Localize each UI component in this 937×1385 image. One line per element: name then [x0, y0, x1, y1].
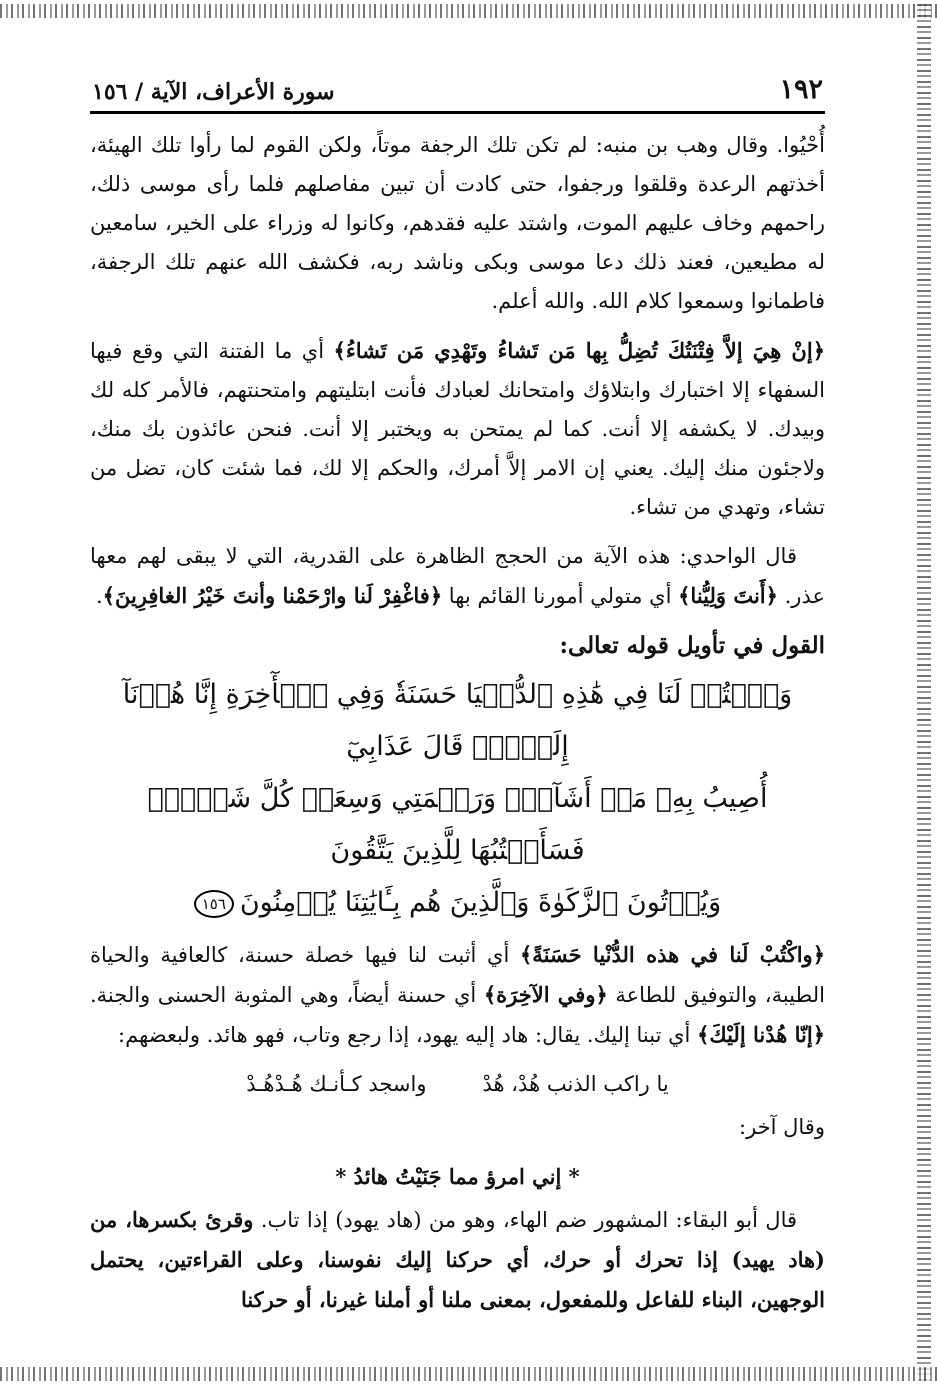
paragraph-text: أي ما الفتنة التي وقع فيها السفهاء إلا اختبارك وابتلاؤك وامتحانك لعبادك فأنت ابتليتهم وامتحنتهم، فالأمر كله لك وبيدك. لا يكشفه إلا أنت. كما لم يمتحن به ويختبر إلا أنت. فنحن عائذون بك منك، ولاجئون منك إليك. يعني إن الامر إلاَّ أمرك، والحكم إلا لك، فما شئت كان، تضل من تشاء، وتهدي من تشاء.	[90, 339, 825, 519]
paragraph-text: أي تبنا إليك. يقال: هاد إليه يهود، إذا رجع وتاب، فهو هائد. ولبعضهم:	[118, 1023, 698, 1047]
paragraph-wahidi	[90, 537, 825, 616]
paragraph-text-bold: وقرئ بكسرها، من (هاد يهيد) إذا تحرك أو حرك، أي حركنا إليك نفوسنا، وعلى القراءتين، يحتمل الوجهين، البناء للفاعل وللمفعول، بمعنى ملنا أو أملنا غيرنا، أو حركنا	[90, 1207, 825, 1312]
quran-quote: ﴿واكْتُبْ لَنا في هذه الدُّنْيا حَسَنَةً﴾	[520, 942, 825, 967]
verse-line-text: وَيُؤۡتُونَ ٱلزَّكَوٰةَ وَٱلَّذِينَ هُم بِـَٔايَٰتِنَا يُؤۡمِنُونَ	[239, 887, 722, 918]
verse-line: وَٱكۡتُبۡ لَنَا فِي هَٰذِهِ ٱلدُّنۡيَا حَسَنَةٗ وَفِي ٱلۡأٓخِرَةِ إِنَّا هُدۡنَآ إِلَيۡكَۚ قَالَ عَذَابِيٓ	[122, 679, 793, 762]
page-number: ١٩٢	[779, 74, 823, 105]
paragraph-text: أُحْيُوا. وقال وهب بن منبه: لم تكن تلك الرجفة موتاً، ولكن القوم لما رأوا تلك الهيئة، أخذتهم الرعدة وقلقوا ورجفوا، حتى كادت أن تبين مفاصلهم فلما رأى موسى ذلك، راحمهم وخاف عليهم الموت، واشتد عليه فقدهم، وكانوا له وزراء على الخير، سامعين له مطيعين، فعند ذلك دعا موسى وبكى وناشد ربه، فكشف الله عنهم تلك الرجفة، فاطمانوا وسمعوا كلام الله. والله أعلم.	[90, 133, 825, 313]
paragraph-text: أي أثبت لنا فيها خصلة حسنة، كالعافية والحياة الطيبة، والتوفيق للطاعة	[90, 943, 825, 1007]
poem-hemistich: واسجد كـأنـك هُـدْهُـدْ	[246, 1072, 427, 1096]
section-heading: القول في تأويل قوله تعالى:	[559, 632, 825, 659]
book-page	[90, 60, 825, 1350]
verse-line: أُصِيبُ بِهِۦ مَنۡ أَشَآءُۖ وَرَحۡمَتِي وَسِعَتۡ كُلَّ شَيۡءٖۚ فَسَأَكۡتُبُهَا لِلَّذِينَ يَتَّقُونَ	[147, 783, 768, 866]
page-body	[90, 126, 825, 1320]
decorative-border-right	[917, 4, 931, 1381]
quran-quote: ﴿وفي الآخِرَة﴾	[483, 982, 608, 1007]
quran-verse	[90, 669, 825, 929]
verse-line	[90, 877, 825, 929]
paragraph-text: قال الواحدي: هذه الآية من الحجج الظاهرة على القدرية، التي لا يبقى لهم معها عذر.	[90, 544, 825, 608]
poem-verse	[90, 1065, 825, 1104]
poem-line: * إني امرؤ مما جَنَيْتُ هائدُ *	[335, 1164, 580, 1189]
paragraph-text: وقال آخر:	[739, 1115, 825, 1139]
paragraph-text: أي حسنة أيضاً، وهي المثوبة الحسنى والجنة.	[90, 983, 484, 1007]
ayah-number-badge: ١٥٦	[194, 890, 234, 918]
paragraph-another	[90, 1108, 825, 1147]
running-title: سورة الأعراف، الآية / ١٥٦	[92, 79, 335, 105]
quran-quote: ﴿فاغْفِرْ لَنا وارْحَمْنا وأنتَ خَيْرُ الغافِرِينَ﴾	[102, 583, 443, 608]
paragraph-fitnah	[90, 331, 825, 527]
decorative-border-bottom	[0, 1367, 937, 1381]
quran-quote: ﴿إنْ هِيَ إلاَّ فِتْنَتُكَ تُضِلُّ بِها مَن تَشاءُ وتَهْدِي مَن تَشاءُ﴾	[333, 338, 825, 363]
paragraph-tafsir	[90, 935, 825, 1055]
quran-quote: ﴿إنّا هُدْنا إلَيْكَ﴾	[697, 1022, 825, 1047]
decorative-border-top	[0, 4, 937, 18]
poem-hemistich: يا راكب الذنب هُدْ، هُدْ	[482, 1072, 669, 1096]
page-header	[90, 60, 825, 114]
quran-quote: ﴿أَنتَ وَلِيُّنا﴾	[678, 583, 778, 608]
paragraph-abu-al-baqa	[90, 1200, 825, 1320]
paragraph-wahb	[90, 126, 825, 321]
paragraph-text: قال أبو البقاء: المشهور ضم الهاء، وهو من (هاد يهود) إذا تاب.	[253, 1208, 798, 1232]
paragraph-text: .	[95, 584, 103, 608]
paragraph-text: أي متولي أمورنا القائم بها	[442, 584, 679, 608]
